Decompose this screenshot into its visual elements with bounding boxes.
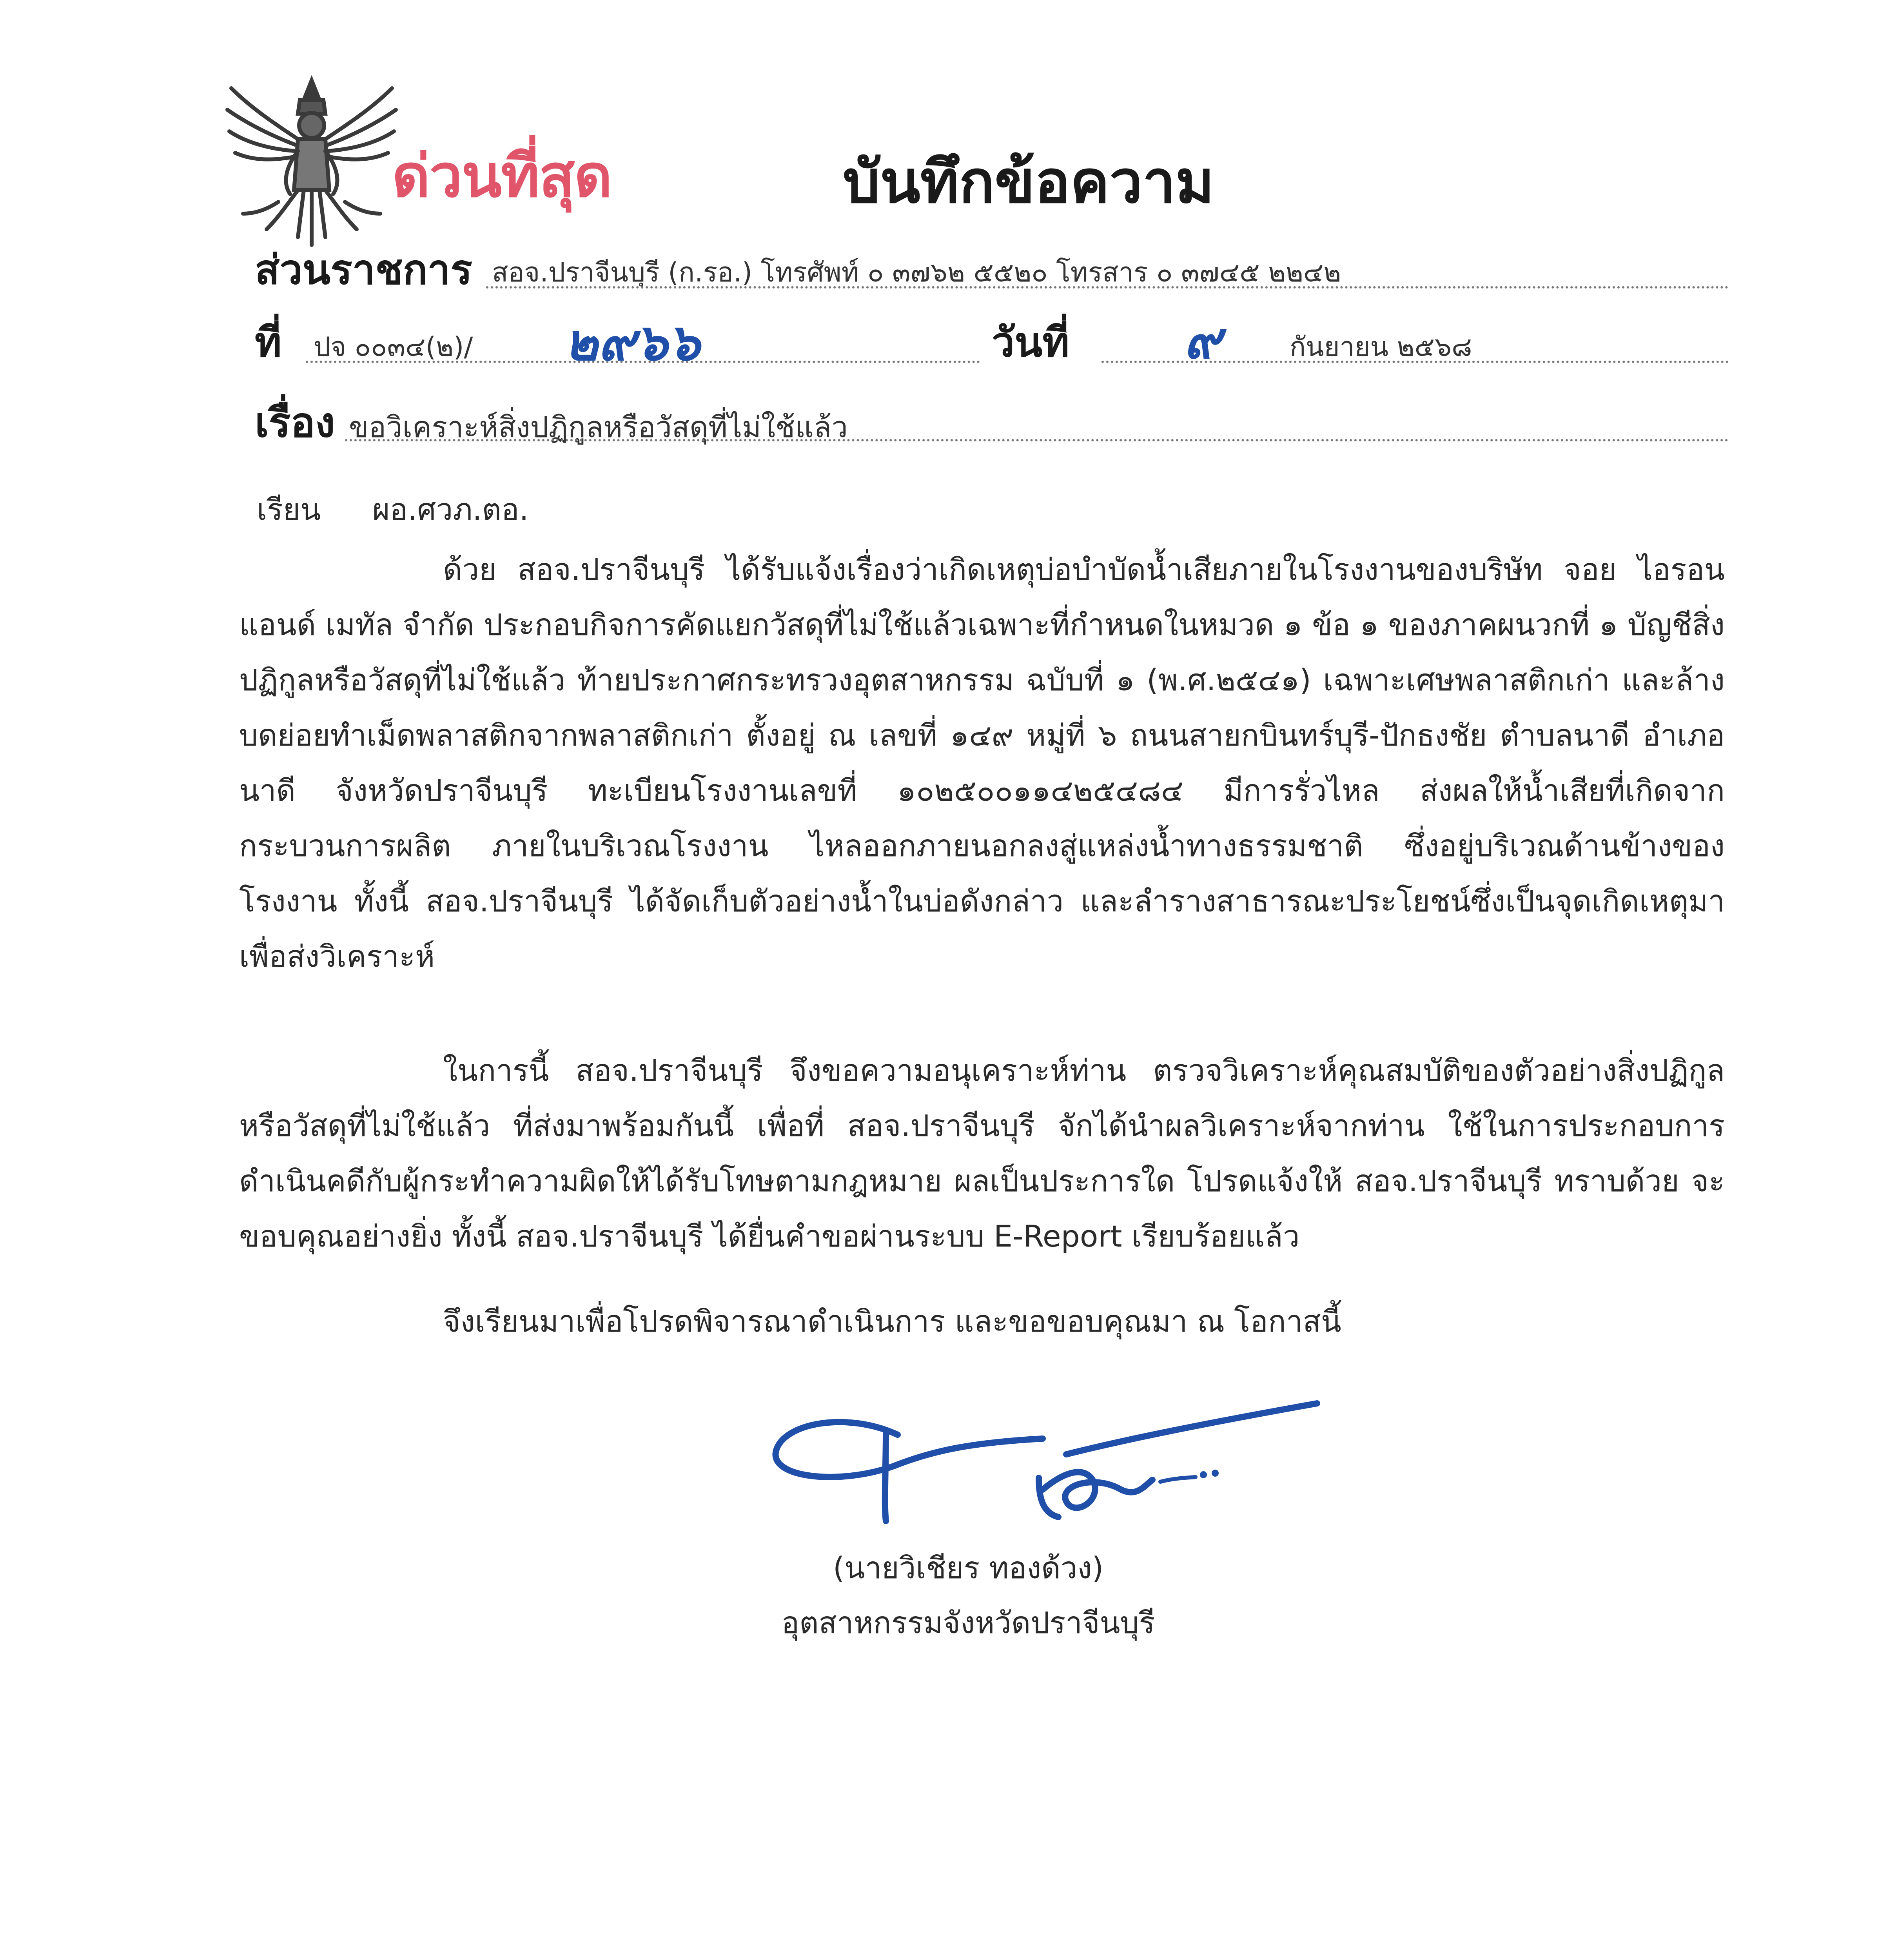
body-closing: จึงเรียนมาเพื่อโปรดพิจารณาดำเนินการ และขอขอบคุณมา ณ โอกาสนี้ — [443, 1304, 1341, 1339]
garuda-emblem-icon — [220, 73, 404, 249]
agency-dotted-line — [486, 286, 1729, 289]
signature-scribble — [768, 1388, 1325, 1552]
signatory-name: (นายวิเชียร ทองด้วง) — [833, 1550, 1104, 1585]
salutation-recipient: ผอ.ศวภ.ตอ. — [372, 492, 529, 527]
ref-number-handwritten: ๒๙๖๖ — [564, 312, 700, 372]
agency-label: ส่วนราชการ — [255, 246, 473, 294]
date-dotted-line — [1101, 361, 1729, 363]
date-label: วันที่ — [992, 318, 1070, 366]
ref-label: ที่ — [255, 318, 282, 366]
date-month-year: กันยายน ๒๕๖๘ — [1290, 332, 1472, 363]
signatory-position: อุตสาหกรรมจังหวัดปราจีนบุรี — [781, 1605, 1155, 1640]
ref-dotted-line — [306, 361, 980, 363]
salutation-label: เรียน — [257, 492, 321, 527]
body-paragraph-1: ด้วย สอจ.ปราจีนบุรี ได้รับแจ้งเรื่องว่าเกิดเหตุบ่อบำบัดน้ำเสียภายในโรงงานของบริษัท จอย ไอรอน แอนด์ เมทัล จำกัด ประกอบกิจการคัดแยกวัสดุที่ไม่ใช้แล้วเฉพาะที่กำหนดในหมวด ๑ ข้อ ๑ ของภาคผนวกที่ ๑ บัญชีสิ่งปฏิกูลหรือวัสดุที่ไม่ใช้แล้ว ท้ายประกาศกระทรวงอุตสาหกรรม ฉบับที่ ๑ (พ.ศ.๒๕๔๑) เฉพาะเศษพลาสติกเก่า และล้างบดย่อยทำเม็ดพลาสติกจากพลาสติกเก่า ตั้งอยู่ ณ เลขที่ ๑๔๙ หมู่ที่ ๖ ถนนสายกบินทร์บุรี-ปักธงชัย ตำบลนาดี อำเภอนาดี จังหวัดปราจีนบุรี ทะเบียนโรงงานเลขที่ ๑๐๒๕๐๐๑๑๔๒๕๔๘๔ มีการรั่วไหล ส่งผลให้น้ำเสียที่เกิดจากกระบวนการผลิต ภายในบริเวณโรงงาน ไหลออกภายนอกลงสู่แหล่งน้ำทางธรรมชาติ ซึ่งอยู่บริเวณด้านข้างของโรงงาน ทั้งนี้ สอจ.ปราจีนบุรี ได้จัดเก็บตัวอย่างน้ำในบ่อดังกล่าว และลำรางสาธารณะประโยชน์ซึ่งเป็นจุดเกิดเหตุมาเพื่อส่งวิเคราะห์ — [239, 552, 1725, 974]
date-day-handwritten: ๙ — [1184, 310, 1221, 370]
ref-prefix: ปจ ๐๐๓๔(๒)/ — [314, 332, 473, 363]
document-title: บันทึกข้อความ — [843, 148, 1214, 216]
subject-dotted-line — [345, 439, 1729, 441]
agency-value: สอจ.ปราจีนบุรี (ก.รอ.) โทรศัพท์ ๐ ๓๗๖๒ ๕๕๒๐ โทรสาร ๐ ๓๗๔๕ ๒๒๔๒ — [492, 257, 1341, 288]
body-paragraph-2: ในการนี้ สอจ.ปราจีนบุรี จึงขอความอนุเคราะห์ท่าน ตรวจวิเคราะห์คุณสมบัติของตัวอย่างสิ่งปฏิกูลหรือวัสดุที่ไม่ใช้แล้ว ที่ส่งมาพร้อมกันนี้ เพื่อที่ สอจ.ปราจีนบุรี จักได้นำผลวิเคราะห์จากท่าน ใช้ในการประกอบการดำเนินคดีกับผู้กระทำความผิดให้ได้รับโทษตามกฎหมาย ผลเป็นประการใด โปรดแจ้งให้ สอจ.ปราจีนบุรี ทราบด้วย จะขอบคุณอย่างยิ่ง ทั้งนี้ สอจ.ปราจีนบุรี ได้ยื่นคำขอผ่านระบบ E-Report เรียบร้อยแล้ว — [239, 1053, 1725, 1254]
urgency-stamp: ด่วนที่สุด — [392, 142, 612, 211]
subject-value: ขอวิเคราะห์สิ่งปฏิกูลหรือวัสดุที่ไม่ใช้แล้ว — [349, 410, 848, 444]
subject-label: เรื่อง — [255, 399, 335, 446]
